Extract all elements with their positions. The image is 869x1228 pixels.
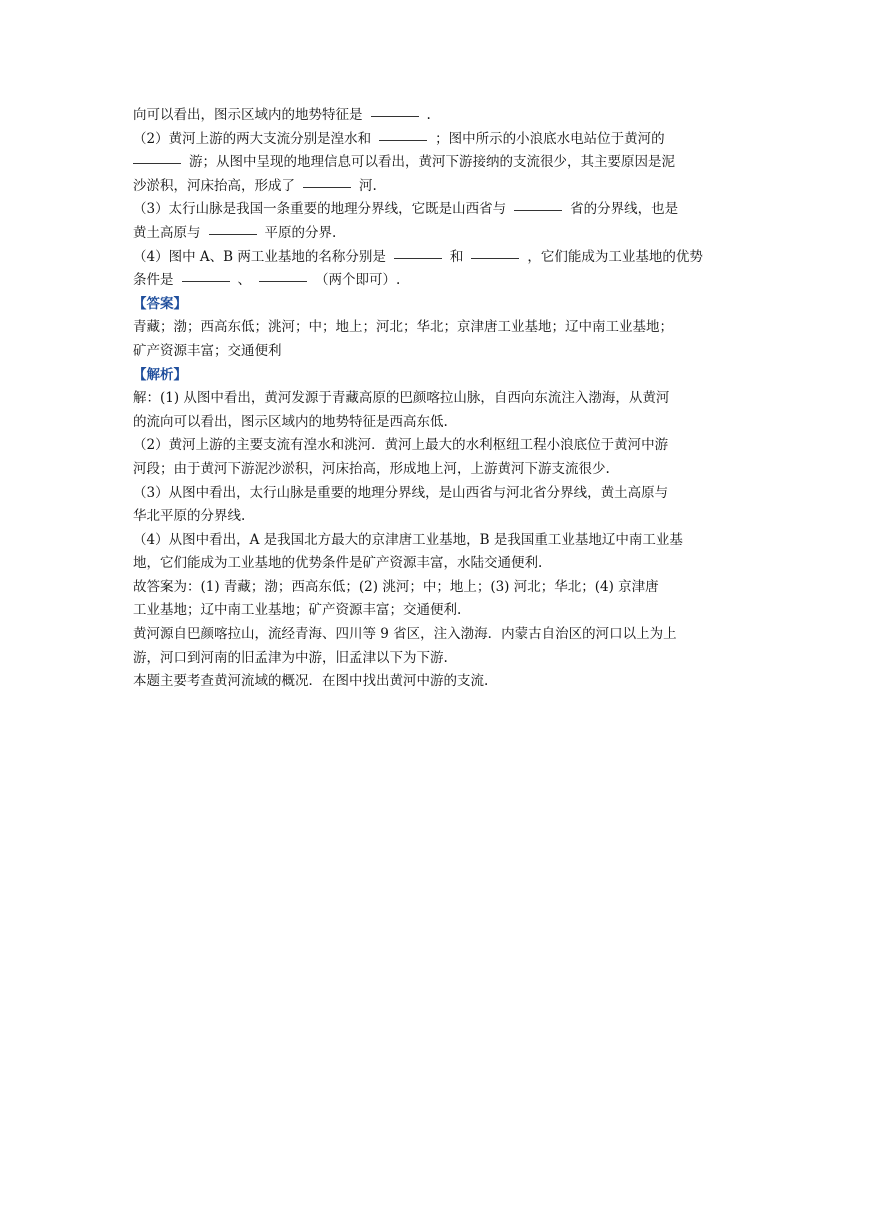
- analysis-line: 解：(1) 从图中看出，黄河发源于青藏高原的巴颜喀拉山脉，自西向东流注入渤海，从黄河: [133, 390, 670, 407]
- answer-blank: [394, 244, 442, 259]
- analysis-line: （3）从图中看出，太行山脉是重要的地理分界线，是山西省与河北省分界线，黄土高原与: [133, 484, 669, 501]
- analysis-line: 地，它们能成为工业基地的优势条件是矿产资源丰富，水陆交通便利.: [133, 555, 543, 572]
- document-page: [133, 104, 743, 694]
- question-line-3: 游；从图中呈现的地理信息可以看出，黄河下游接纳的支流很少，其主要原因是泥: [133, 151, 743, 175]
- analysis-line: 华北平原的分界线.: [133, 508, 246, 525]
- question-line-2: （2）黄河上游的两大支流分别是湟水和 ；图中所示的小浪底水电站位于黄河的: [133, 128, 743, 152]
- analysis-line: 河段；由于黄河下游泥沙淤积，河床抬高，形成地上河，上游黄河下游支流很少.: [133, 460, 610, 477]
- answer-blank: [471, 244, 519, 259]
- analysis-line: 故答案为：(1) 青藏；渤；西高东低；(2) 洮河；中；地上；(3) 河北；华北；(4) 京津唐: [133, 578, 659, 595]
- question-line-5: （3）太行山脉是我国一条重要的地理分界线，它既是山西省与 省的分界线，也是: [133, 198, 743, 222]
- answer-blank: [209, 220, 257, 235]
- answer-blank: [182, 267, 230, 282]
- analysis-line: （4）从图中看出，A 是我国北方最大的京津唐工业基地，B 是我国重工业基地辽中南工业基: [133, 531, 683, 548]
- answer-blank: [303, 173, 351, 188]
- answer-blank: [371, 102, 419, 117]
- question-line-1: 向可以看出，图示区域内的地势特征是 .: [133, 104, 743, 128]
- answer-blank: [379, 126, 427, 141]
- question-line-4: 沙淤积，河床抬高，形成了 河.: [133, 175, 743, 199]
- answer-blank: [133, 149, 181, 164]
- answer-line: 矿产资源丰富；交通便利: [133, 342, 282, 359]
- analysis-line: 本题主要考查黄河流域的概况．在图中找出黄河中游的支流.: [133, 673, 489, 690]
- answer-line: 青藏；渤；西高东低；洮河；中；地上；河北；华北；京津唐工业基地；辽中南工业基地；: [133, 319, 673, 336]
- analysis-line: 黄河源自巴颜喀拉山，流经青海、四川等 9 省区，注入渤海．内蒙古自治区的河口以上为上: [133, 626, 677, 643]
- question-line-8: 条件是 、 （两个即可）.: [133, 269, 743, 293]
- answer-heading: 【答案】: [133, 295, 187, 312]
- analysis-line: 的流向可以看出，图示区域内的地势特征是西高东低.: [133, 413, 448, 430]
- question-line-7: （4）图中 A、B 两工业基地的名称分别是 和 ，它们能成为工业基地的优势: [133, 246, 743, 270]
- question-line-6: 黄土高原与 平原的分界.: [133, 222, 743, 246]
- analysis-line: 工业基地；辽中南工业基地；矿产资源丰富；交通便利.: [133, 602, 462, 619]
- analysis-heading: 【解析】: [133, 366, 187, 383]
- answer-blank: [514, 196, 562, 211]
- analysis-line: 游，河口到河南的旧孟津为中游，旧孟津以下为下游.: [133, 649, 448, 666]
- answer-blank: [259, 267, 307, 282]
- analysis-line: （2）黄河上游的主要支流有湟水和洮河．黄河上最大的水利枢纽工程小浪底位于黄河中游: [133, 437, 669, 454]
